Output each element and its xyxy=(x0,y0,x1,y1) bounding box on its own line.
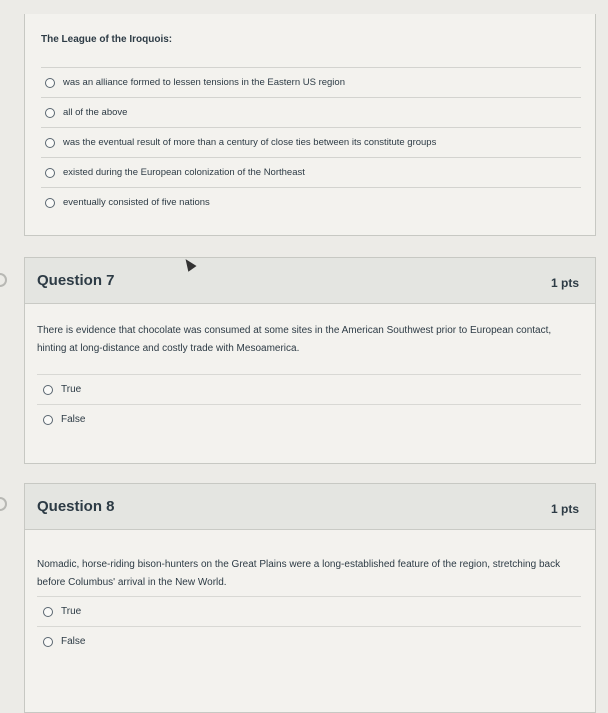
answer-option[interactable] xyxy=(41,97,581,127)
answer-label: True xyxy=(61,384,82,395)
answer-label: False xyxy=(61,414,86,425)
radio-button[interactable] xyxy=(45,168,55,178)
answer-option[interactable] xyxy=(41,67,581,97)
answer-options xyxy=(37,596,581,656)
question-points: 1 pts xyxy=(550,501,579,516)
question-title: Question 7 xyxy=(37,272,115,289)
answer-option-false[interactable] xyxy=(37,404,581,434)
question-marker-icon xyxy=(0,497,7,511)
answer-label: was the eventual result of more than a century of close ties between its constitute groups xyxy=(63,137,437,148)
question-title: Question 8 xyxy=(37,498,115,515)
question-card-previous xyxy=(24,14,596,236)
radio-button[interactable] xyxy=(43,385,53,395)
question-header xyxy=(25,484,595,530)
answer-option-true[interactable] xyxy=(37,596,581,626)
question-stem: Nomadic, horse-riding bison-hunters on the Great Plains were a long-established feature of the region, stretching back before Columbus' arrival in the New World. xyxy=(37,559,561,588)
question-header xyxy=(25,258,595,304)
radio-button[interactable] xyxy=(45,198,55,208)
answer-option-false[interactable] xyxy=(37,626,581,656)
answer-label: existed during the European colonization of the Northeast xyxy=(63,167,305,178)
answer-label: True xyxy=(61,606,82,617)
answer-options xyxy=(41,67,581,217)
answer-option[interactable] xyxy=(41,187,581,217)
question-card-7 xyxy=(24,257,596,464)
answer-label: all of the above xyxy=(63,107,128,118)
radio-button[interactable] xyxy=(45,108,55,118)
question-card-8 xyxy=(24,483,596,713)
answer-options xyxy=(37,374,581,434)
answer-option[interactable] xyxy=(41,157,581,187)
answer-label: was an alliance formed to lessen tensions in the Eastern US region xyxy=(63,77,345,88)
question-stem: There is evidence that chocolate was consumed at some sites in the American Southwest prior to European contact, hinting at long-distance and costly trade with Mesoamerica. xyxy=(37,325,552,354)
radio-button[interactable] xyxy=(45,138,55,148)
answer-option[interactable] xyxy=(41,127,581,157)
radio-button[interactable] xyxy=(45,78,55,88)
answer-label: False xyxy=(61,636,86,647)
answer-label: eventually consisted of five nations xyxy=(63,197,210,208)
answer-option-true[interactable] xyxy=(37,374,581,404)
radio-button[interactable] xyxy=(43,637,53,647)
question-stem: The League of the Iroquois: xyxy=(41,34,173,45)
radio-button[interactable] xyxy=(43,607,53,617)
radio-button[interactable] xyxy=(43,415,53,425)
question-points: 1 pts xyxy=(550,275,579,290)
question-marker-icon xyxy=(0,273,7,287)
